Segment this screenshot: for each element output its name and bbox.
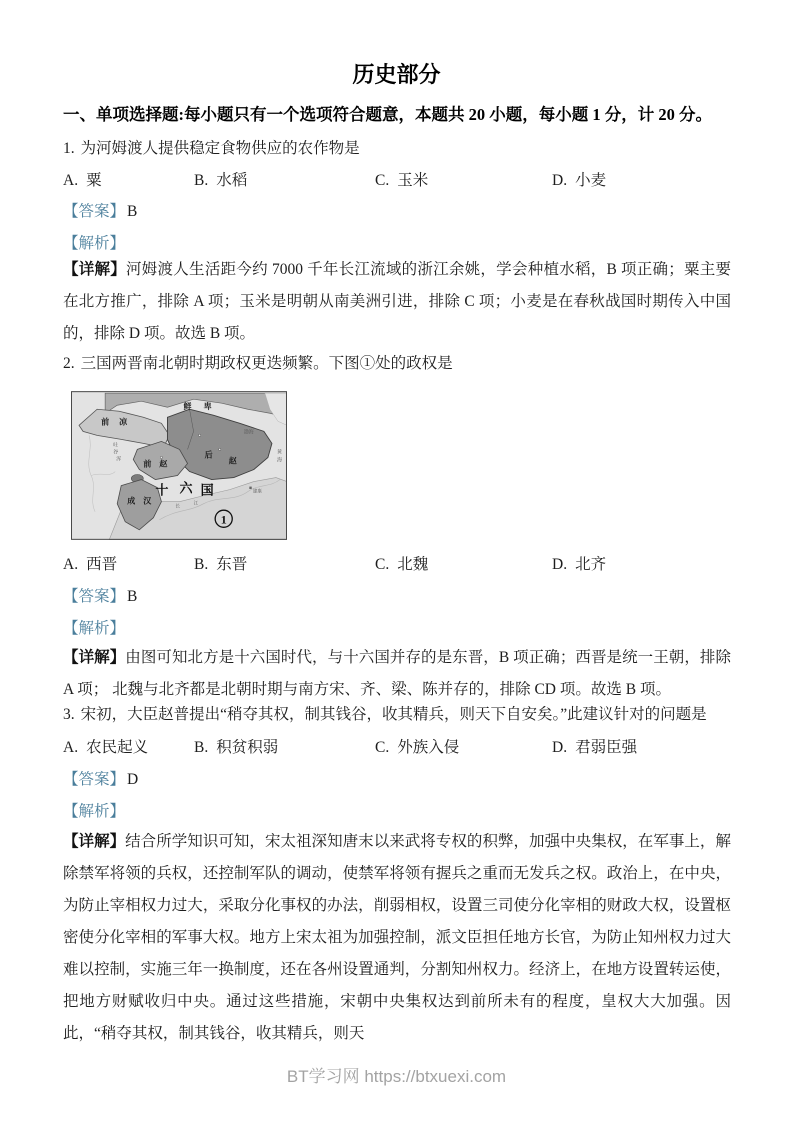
question-3-answer-line bbox=[63, 770, 731, 790]
question-1-detail-text: 河姆渡人生活距今约 7000 千年长江流域的浙江余姚，学会种植水稻，B 项正确；粟主要在北方推广，排除 A 项；玉米是明朝从南美洲引进，排除 C 项；小麦是在春秋战国时期传入中国的，排除 D 项。故选 B 项。 bbox=[63, 261, 731, 342]
question-3-answer: D bbox=[127, 771, 139, 788]
option-b-key: B. bbox=[194, 172, 209, 189]
answer-label: 【答案】 bbox=[63, 588, 126, 605]
option-c bbox=[375, 171, 552, 191]
question-2-number: 2. bbox=[63, 355, 75, 372]
option-b-key: B. bbox=[194, 556, 209, 573]
option-a-text: 西晋 bbox=[86, 556, 118, 573]
option-d bbox=[552, 555, 731, 575]
question-1-answer: B bbox=[127, 203, 138, 220]
question-2-answer: B bbox=[127, 588, 138, 605]
detail-label: 【详解】 bbox=[63, 833, 126, 850]
section-heading: 一、单项选择题:每小题只有一个选项符合题意，本题共 20 小题，每小题 1 分，计 20 分。 bbox=[63, 105, 712, 124]
option-a bbox=[63, 171, 194, 191]
option-d-text: 北齐 bbox=[575, 556, 607, 573]
question-1-detail bbox=[63, 254, 731, 350]
option-d-key: D. bbox=[552, 739, 568, 756]
question-1-stem bbox=[63, 139, 731, 159]
map-label-shi: 十 bbox=[155, 482, 169, 498]
map-city-dot bbox=[219, 448, 221, 450]
map-label-bohai: 渤海 bbox=[243, 430, 254, 436]
question-1-analysis-line bbox=[63, 234, 731, 254]
option-a-key: A. bbox=[63, 556, 79, 573]
option-a bbox=[63, 555, 194, 575]
option-a bbox=[63, 738, 194, 758]
question-3-stem bbox=[63, 705, 731, 725]
question-3-analysis-line bbox=[63, 802, 731, 822]
option-c-key: C. bbox=[375, 172, 390, 189]
analysis-label: 【解析】 bbox=[63, 235, 126, 252]
option-a-key: A. bbox=[63, 739, 79, 756]
analysis-label: 【解析】 bbox=[63, 620, 126, 637]
question-3-detail-text: 结合所学知识可知，宋太祖深知唐末以来武将专权的积弊，加强中央集权，在军事上，解除禁军将领的兵权，还控制军队的调动，使禁军将领有握兵之重而无发兵之权。政治上，在中央，为防止宰相权力过大，采取分化事权的办法，削弱相权，设置三司使分化宰相的财政大权，设置枢密使分化宰相的军事大权。地方上宋太祖为加强控制，派文臣担任地方长官，为防止知州权力过大难以控制，实施三年一换制度，还在各州设置通判，分割知州权力。经济上，在地方设置转运使，把地方财赋收归中央。通过这些措施，宋朝中央集权达到前所未有的程度，皇权大大加强。因此，“稍夺其权，制其钱谷，收其精兵，则天 bbox=[63, 833, 731, 1042]
question-2-stem bbox=[63, 354, 731, 374]
option-d bbox=[552, 738, 731, 758]
option-b-key: B. bbox=[194, 739, 209, 756]
map-label-houzhao-1: 后 bbox=[204, 450, 213, 460]
option-c-key: C. bbox=[375, 739, 390, 756]
map-label-changjiang-2: 江 bbox=[193, 500, 199, 506]
map-city-dot bbox=[198, 434, 200, 436]
option-d bbox=[552, 171, 731, 191]
map-label-changjiang-1: 长 bbox=[175, 503, 181, 509]
question-2-options bbox=[63, 555, 731, 575]
question-3-number: 3. bbox=[63, 706, 75, 723]
option-a-text: 农民起义 bbox=[86, 739, 149, 756]
question-3-options bbox=[63, 738, 731, 758]
option-c-text: 玉米 bbox=[397, 172, 429, 189]
answer-label: 【答案】 bbox=[63, 771, 126, 788]
question-1-text: 为河姆渡人提供稳定食物供应的农作物是 bbox=[80, 140, 360, 157]
option-d-text: 君弱臣强 bbox=[575, 739, 638, 756]
question-2-analysis-line bbox=[63, 619, 731, 639]
footer-site-link[interactable]: BT学习网 https://btxuexi.com bbox=[286, 1067, 507, 1086]
map-label-guo: 国 bbox=[200, 482, 214, 498]
option-d-key: D. bbox=[552, 556, 568, 573]
question-3-text: 宋初，大臣赵普提出“稍夺其权，制其钱谷，收其精兵，则天下自安矣。”此建议针对的问题是 bbox=[80, 706, 707, 723]
option-a-key: A. bbox=[63, 172, 79, 189]
map-label-tuyuhun-1: 吐 bbox=[113, 443, 119, 449]
option-d-key: D. bbox=[552, 172, 568, 189]
map-label-chenghan: 成 汉 bbox=[127, 496, 155, 506]
page-title: 历史部分 bbox=[352, 62, 441, 87]
question-1-options bbox=[63, 171, 731, 191]
map-label-tuyuhun-3: 浑 bbox=[116, 457, 122, 463]
map-label-jiankang: 建康 bbox=[252, 488, 262, 494]
option-b-text: 东晋 bbox=[216, 556, 248, 573]
option-b-text: 积贫积弱 bbox=[216, 739, 279, 756]
question-2-detail bbox=[63, 642, 731, 706]
analysis-label: 【解析】 bbox=[63, 803, 126, 820]
option-c-key: C. bbox=[375, 556, 390, 573]
question-2-answer-line bbox=[63, 587, 731, 607]
option-b bbox=[194, 738, 375, 758]
answer-label: 【答案】 bbox=[63, 203, 126, 220]
map-label-tuyuhun-2: 谷 bbox=[113, 450, 119, 456]
map-label-huanghai-2: 海 bbox=[276, 458, 282, 464]
question-3-detail bbox=[63, 826, 731, 1050]
map-label-liu: 六 bbox=[179, 480, 193, 496]
option-a-text: 粟 bbox=[86, 172, 102, 189]
map-label-qianzhao: 前 赵 bbox=[143, 459, 171, 469]
sixteen-kingdoms-map bbox=[71, 391, 287, 540]
map-label-huanghai-1: 黄 bbox=[276, 450, 282, 456]
question-2-text: 三国两晋南北朝时期政权更迭频繁。下图①处的政权是 bbox=[80, 355, 453, 372]
option-c bbox=[375, 738, 552, 758]
map-city-jiankang-marker bbox=[249, 487, 251, 489]
option-c bbox=[375, 555, 552, 575]
option-b-text: 水稻 bbox=[216, 172, 248, 189]
detail-label: 【详解】 bbox=[63, 649, 126, 666]
question-1-answer-line bbox=[63, 202, 731, 222]
footer-watermark bbox=[0, 1066, 793, 1088]
map-label-qianliang: 前 凉 bbox=[101, 417, 132, 427]
option-b bbox=[194, 555, 375, 575]
option-c-text: 外族入侵 bbox=[397, 739, 460, 756]
map-city-dot bbox=[160, 456, 162, 458]
option-d-text: 小麦 bbox=[575, 172, 607, 189]
option-b bbox=[194, 171, 375, 191]
map-marker-number: 1 bbox=[220, 512, 227, 527]
question-1-number: 1. bbox=[63, 140, 75, 157]
option-c-text: 北魏 bbox=[397, 556, 429, 573]
map-svg bbox=[71, 391, 287, 540]
map-label-xianbei: 鲜 卑 bbox=[183, 402, 217, 412]
question-2-detail-text: 由图可知北方是十六国时代，与十六国并存的是东晋，B 项正确；西晋是统一王朝，排除 A 项； 北魏与北齐都是北朝时期与南方宋、齐、梁、陈并存的，排除 CD 项。故选 B 项。 bbox=[63, 649, 731, 698]
map-label-houzhao-2: 赵 bbox=[228, 456, 237, 466]
detail-label: 【详解】 bbox=[63, 261, 127, 278]
